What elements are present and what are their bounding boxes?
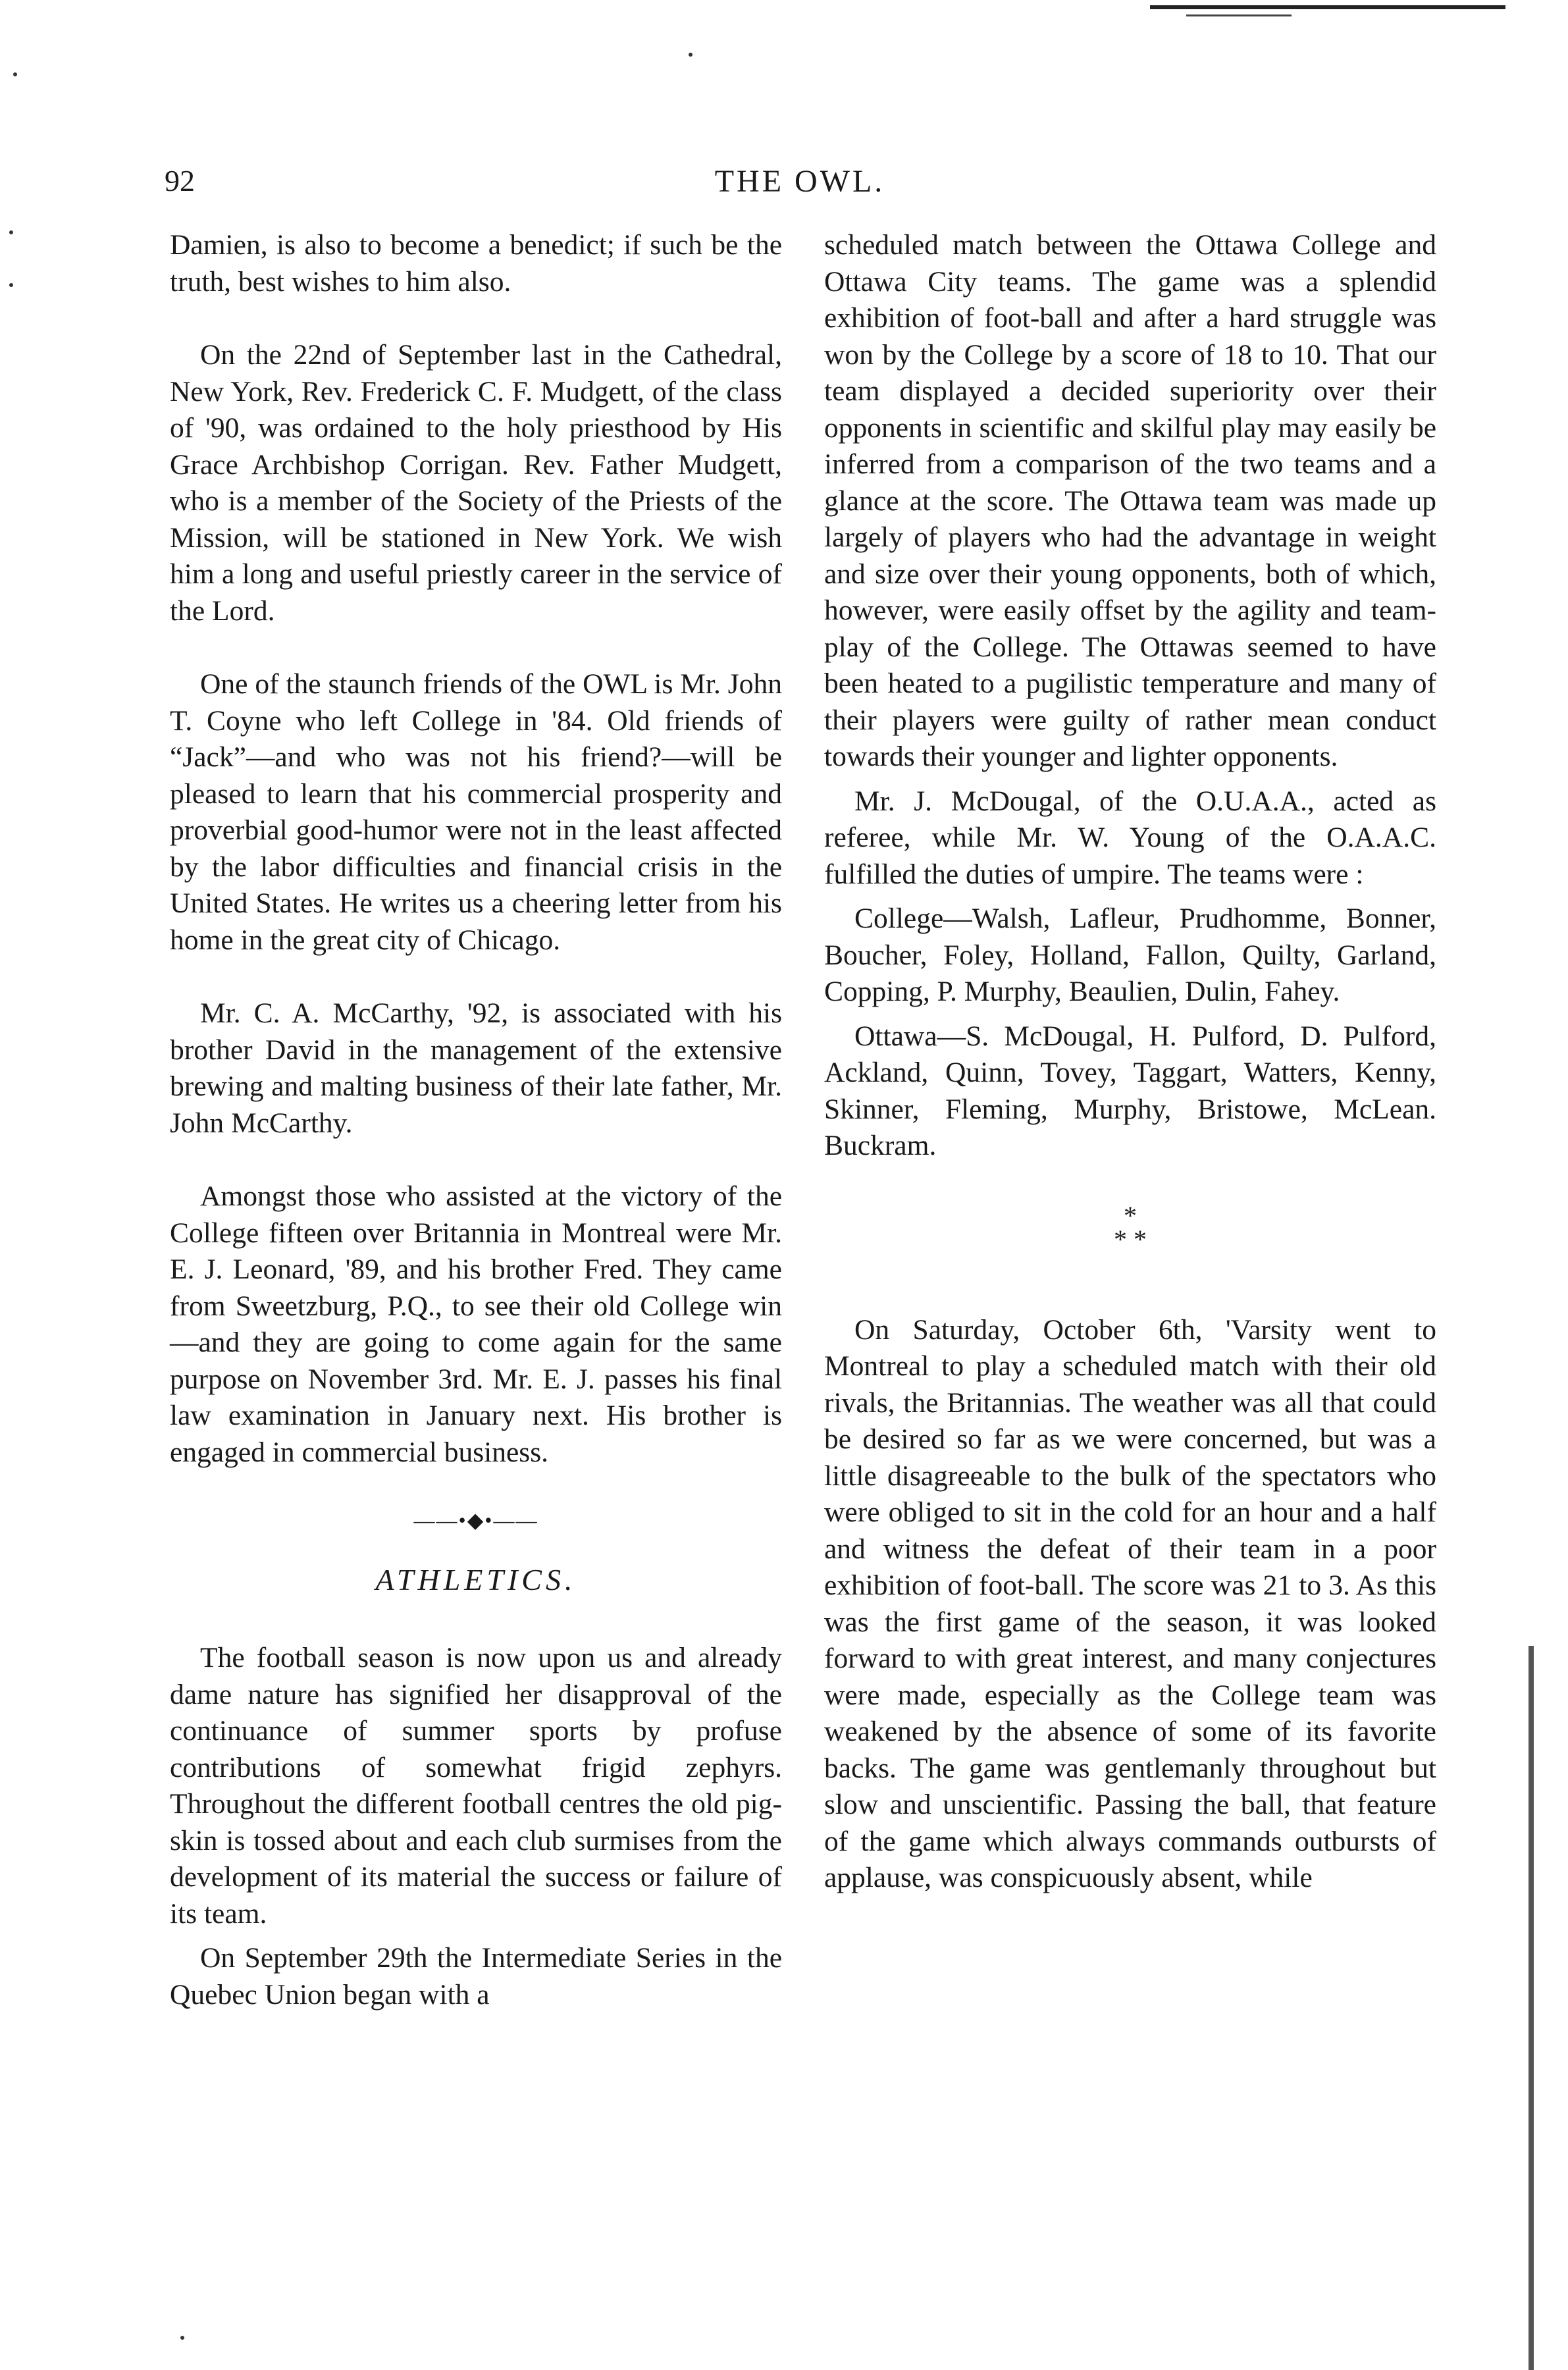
top-edge-rule	[1150, 5, 1505, 9]
right-column	[824, 227, 1436, 1897]
asterism-top: *	[1124, 1200, 1137, 1230]
page-number: 92	[165, 164, 195, 198]
scan-speck	[9, 230, 13, 234]
scan-speck	[689, 53, 693, 57]
page-header	[165, 163, 1435, 216]
paragraph: Amongst those who assisted at the victory of the College fifteen over Britannia in Montreal were Mr. E. J. Leonard, '89, and his brother Fred. They came from Sweetzburg, P.Q., to see their old College win—and they are going to come again for the same purpose on November 3rd. Mr. E. J. passes his final law examination in January next. His brother is engaged in commercial business.	[170, 1180, 782, 1468]
paragraph: On September 29th the Intermediate Series in the Quebec Union began with a	[170, 1942, 782, 2011]
left-column	[170, 227, 782, 2013]
running-title: THE OWL.	[714, 164, 885, 199]
paragraph: On Saturday, October 6th, 'Varsity went to Montreal to play a scheduled match with their old rivals, the Britannias. The weather was all that could be desired so far as we were concerned, but was a little disagreeable to the bulk of the spectators who were obliged to sit in the cold for an hour and a half and witness the defeat of their team in a poor exhibition of foot-ball. The score was 21 to 3. As this was the first game of the season, it was looked forward to with great interest, and many conjectures were made, especially as the College team was weakened by the absence of some of its favorite backs. The game was gentlemanly throughout but slow and unscientific. Passing the ball, that feature of the game which always commands outbursts of applause, was conspicuously absent, while	[824, 1313, 1436, 1893]
right-edge-rule	[1529, 1646, 1534, 2370]
scan-speck	[9, 283, 13, 287]
scan-speck	[180, 2336, 184, 2340]
section-divider-ornament: ——•◆•——	[413, 1508, 538, 1532]
paragraph: On the 22nd of September last in the Cathedral, New York, Rev. Frederick C. F. Mudgett, of the class of '90, was ordained to the holy priesthood by His Grace Archbishop Corrigan. Rev. Father Mudgett, who is a member of the Society of the Priests of the Mission, will be stationed in New York. We wish him a long and useful priestly career in the service of the Lord.	[170, 339, 782, 627]
section-heading: ATHLETICS.	[375, 1562, 577, 1596]
paragraph: Ottawa—S. McDougal, H. Pulford, D. Pulford, Ackland, Quinn, Tovey, Taggart, Watters, Kenny, Skinner, Fleming, Murphy, Bristowe, McLean. Buckram.	[824, 1020, 1436, 1161]
paragraph: scheduled match between the Ottawa College and Ottawa City teams. The game was a splendid exhibition of foot-ball and after a hard struggle was won by the College by a score of 18 to 10. That our team displayed a decided superiority over their opponents in scientific and skilful play may easily be inferred from a comparison of the two teams and a glance at the score. The Ottawa team was made up largely of players who had the advantage in weight and size over their young opponents, both of which, however, were easily offset by the agility and team-play of the College. The Ottawas seemed to have been heated to a pugilistic temperature and many of their players were guilty of rather mean conduct towards their younger and lighter opponents.	[824, 229, 1436, 772]
paragraph: Mr. J. McDougal, of the O.U.A.A., acted as referee, while Mr. W. Young of the O.A.A.C. fulfilled the duties of umpire. The teams were :	[824, 785, 1436, 890]
asterism-divider	[824, 1200, 1436, 1254]
paragraph: College—Walsh, Lafleur, Prudhomme, Bonner, Boucher, Foley, Holland, Fallon, Quilty, Garland, Copping, P. Murphy, Beaulien, Dulin, Fahey.	[824, 903, 1436, 1007]
paragraph: The football season is now upon us and already dame nature has signified her disapproval of the continuance of summer sports by profuse contributions of somewhat frigid zephyrs. Throughout the different football centres the old pig-skin is tossed about and each club surmises from the development of its material the success or failure of its team.	[170, 1642, 782, 1930]
paragraph: Mr. C. A. McCarthy, '92, is associated with his brother David in the management of the extensive brewing and malting business of their late father, Mr. John McCarthy.	[170, 997, 782, 1139]
asterism-bottom: * *	[1114, 1224, 1147, 1254]
paragraph: Damien, is also to become a benedict; if such be the truth, best wishes to him also.	[170, 229, 782, 298]
scan-speck	[13, 72, 17, 76]
top-edge-rule-thin	[1186, 14, 1292, 16]
paragraph: One of the staunch friends of the OWL is Mr. John T. Coyne who left College in '84. Old friends of “Jack”—and who was not his friend?—will be pleased to learn that his commercial prosperity and proverbial good-humor were not in the least affected by the labor difficulties and financial crisis in the United States. He writes us a cheering letter from his home in the great city of Chicago.	[170, 668, 782, 956]
